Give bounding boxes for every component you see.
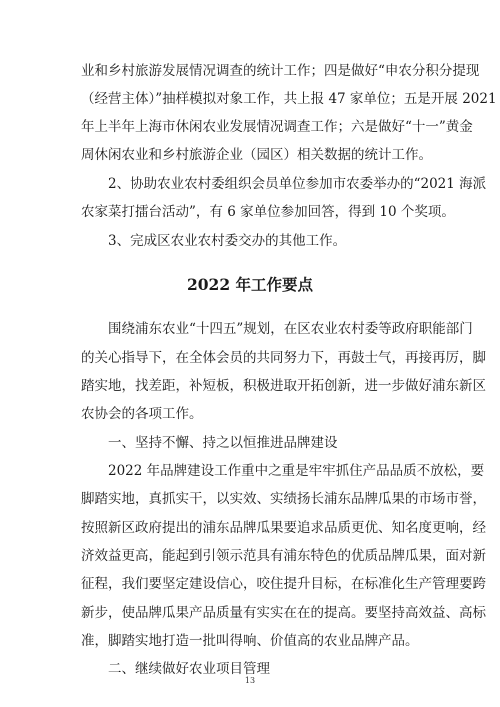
text-line: 准，脚踏实地打造一批叫得响、价值高的农业品牌产品。 <box>81 633 419 649</box>
text-line: 围绕浦东农业“十四五”规划，在区农业农村委等政府职能部门 <box>81 321 473 337</box>
text-line: 3、完成区农业农村委交办的其他工作。 <box>81 233 347 249</box>
section-heading: 2022 年工作要点 <box>186 275 314 294</box>
text-line: 年上半年上海市休闲农业发展情况调查工作；六是做好“十一”黄金 <box>81 119 473 135</box>
text-line: 脚踏实地，真抓实干，以实效、实绩扬长浦东品牌瓜果的市场市誉， <box>81 491 486 507</box>
page-number: 13 <box>244 676 256 685</box>
text-line: 新步，使品牌瓜果产品质量有实实在在的提高。要坚持高效益、高标 <box>81 605 486 621</box>
text-line: 2、协助农业农村委组织会员单位参加市农委举办的“2021 海派 <box>81 176 487 192</box>
text-line: 济效益更高，能起到引领示范具有浦东特色的优质品牌瓜果，面对新 <box>81 548 486 564</box>
text-line: 的关心指导下，在全体会员的共同努力下，再鼓士气，再接再厉，脚 <box>81 350 486 366</box>
text-line: 征程，我们要坚定建设信心，咬住提升目标，在标准化生产管理要跨 <box>81 576 486 592</box>
text-line: 按照新区政府提出的浦东品牌瓜果要追求品质更优、知名度更响，经 <box>81 520 486 536</box>
text-line: 周休闲农业和乡村旅游企业（园区）相关数据的统计工作。 <box>81 147 432 163</box>
text-line: 农家菜打擂台活动”，有 6 家单位参加回答，得到 10 个奖项。 <box>81 204 455 220</box>
text-line: 农协会的各项工作。 <box>81 406 203 422</box>
subsection-heading: 一、坚持不懈、持之以恒推进品牌建设 <box>81 435 338 451</box>
text-line: 2022 年品牌建设工作重中之重是牢牢抓住产品品质不放松，要 <box>81 463 485 479</box>
text-line: 踏实地，找差距，补短板，积极进取开拓创新，进一步做好浦东新区 <box>81 378 486 394</box>
text-line: （经营主体）”抽样模拟对象工作，共上报 47 家单位；五是开展 2021 <box>81 91 497 107</box>
text-line: 业和乡村旅游发展情况调查的统计工作；四是做好“申农分积分提现 <box>81 63 480 79</box>
subsection-heading: 二、继续做好农业项目管理 <box>81 661 270 677</box>
